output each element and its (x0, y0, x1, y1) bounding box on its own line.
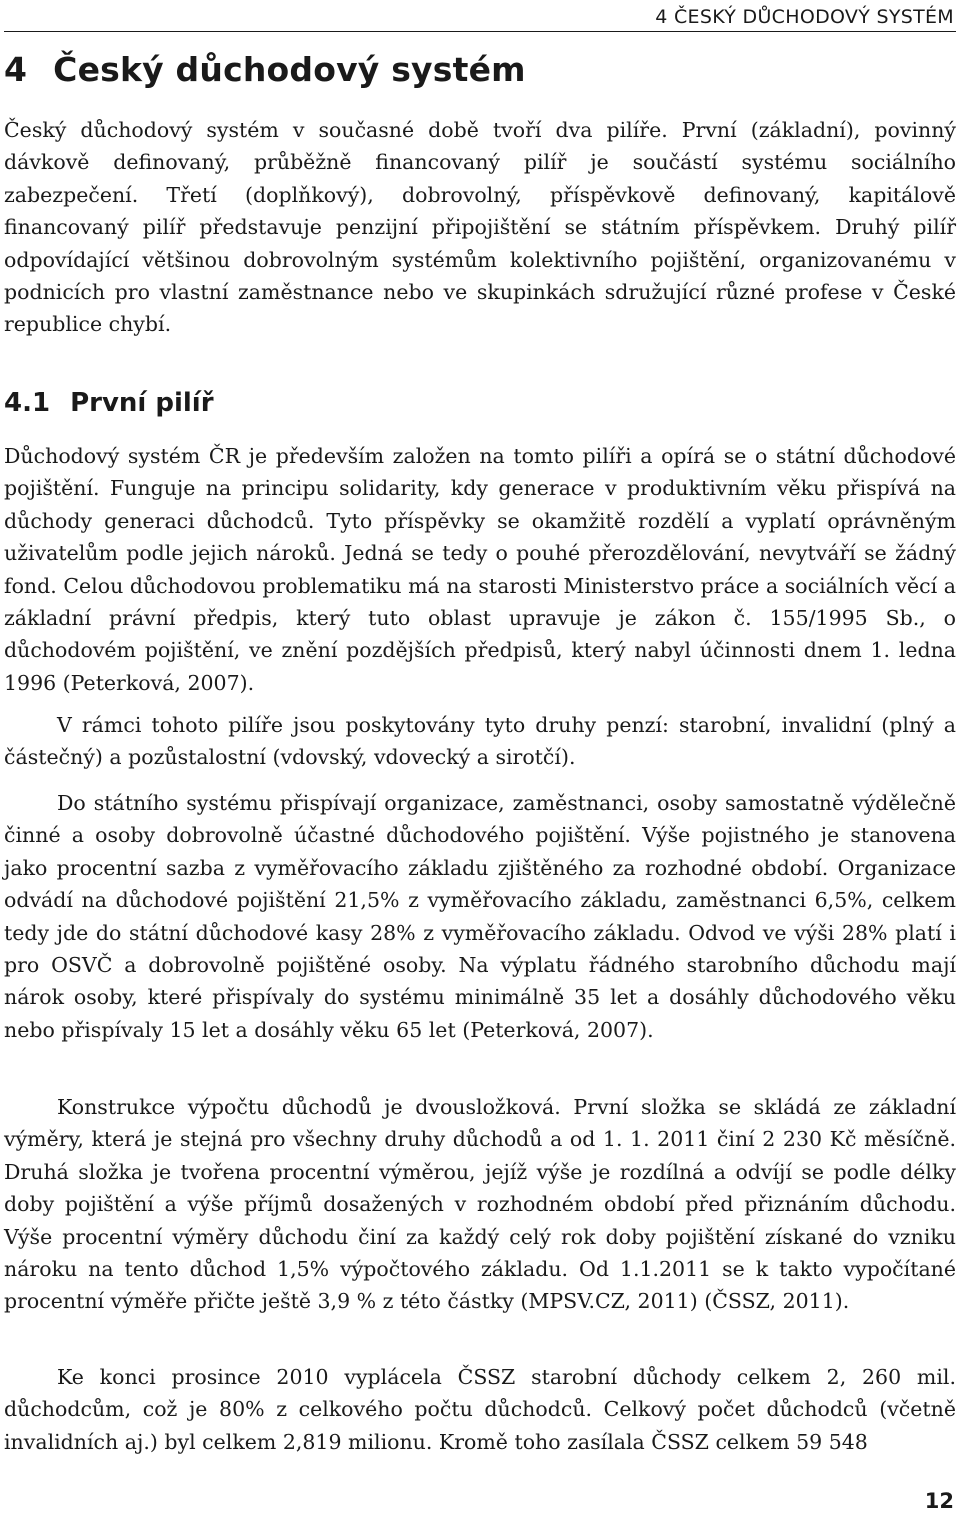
section-title (4, 383, 214, 423)
paragraph-first-pillar: Důchodový systém ČR je především založen na tomto pilíři a opírá se o státní důchodové pojištění. Funguje na principu solidarity, kdy generace v produktivním věku přispívá na důchody generaci důchodců. Tyto příspěvky se okamžitě rozdělí a vyplatí oprávněným uživatelům podle jejich nároků. Jedná se tedy o pouhé přerozdělování, nevytváří se žádný fond. Celou důchodovou problematiku má na starosti Ministerstvo práce a sociálních věcí a základní právní předpis, který tuto oblast upravuje je zákon č. 155/1995 Sb., o důchodovém pojištění, ve znění pozdějších předpisů, který nabyl účinnosti dnem 1. ledna 1996 (Peterková, 2007). (4, 444, 956, 695)
paragraph-pension-types: V rámci tohoto pilíře jsou poskytovány tyto druhy penzí: starobní, invalidní (plný a částečný) a pozůstalostní (vdovský, vdovecký a sirotčí). (4, 713, 956, 770)
intro-paragraph: Český důchodový systém v současné době tvoří dva pilíře. První (základní), povinný dávkově definovaný, průběžně financovaný pilíř je součástí systému sociálního zabezpečení. Třetí (doplňkový), dobrovolný, příspěvkově definovaný, kapitálově financovaný pilíř představuje penzijní připojištění se státním příspěvkem. Druhý pilíř odpovídající většinou dobrovolným systémům kolektivního pojištění, organizovanému v podnicích pro vlastní zaměstnance nebo ve skupinkách sdružující různé profese v České republice chybí. (4, 118, 956, 337)
running-header: 4 ČESKÝ DŮCHODOVÝ SYSTÉM (655, 6, 954, 28)
chapter-number: 4 (4, 50, 28, 89)
section-number: 4.1 (4, 388, 51, 418)
section-title-text: První pilíř (70, 388, 214, 418)
chapter-title (4, 48, 526, 92)
paragraph-contributions: Do státního systému přispívají organizace, zaměstnanci, osoby samostatně výdělečně činné a osoby dobrovolně účastné důchodového pojištění. Výše pojistného je stanovena jako procentní sazba z vyměřovacího základu zjištěného za rozhodné období. Organizace odvádí na důchodové pojištění 21,5% z vyměřovacího základu, zaměstnanci 6,5%, celkem tedy jde do státní důchodové kasy 28% z vyměřovacího základu. Odvod ve výši 28% platí i pro OSVČ a dobrovolně pojištěné osoby. Na výplatu řádného starobního důchodu mají nárok osoby, které přispívaly do systému minimálně 35 let a dosáhly důchodového věku nebo přispívaly 15 let a dosáhly věku 65 let (Peterková, 2007). (4, 791, 956, 1042)
chapter-title-text: Český důchodový systém (53, 50, 526, 89)
paragraph-statistics: Ke konci prosince 2010 vyplácela ČSSZ starobní důchody celkem 2, 260 mil. důchodcům, což je 80% z celkového počtu důchodců. Celkový počet důchodců (včetně invalidních aj.) byl celkem 2,819 milionu. Kromě toho zasílala ČSSZ celkem 59 548 (4, 1365, 956, 1454)
header-rule (4, 31, 956, 32)
page-number: 12 (924, 1489, 954, 1513)
paragraph-calculation: Konstrukce výpočtu důchodů je dvousložková. První složka se skládá ze základní výměry, která je stejná pro všechny druhy důchodů a od 1. 1. 2011 činí 2 230 Kč měsíčně. Druhá složka je tvořena procentní výměrou, jejíž výše je rozdílná a odvíjí se podle délky doby pojištění a výše příjmů dosažených v rozhodném období před přiznáním důchodu. Výše procentní výměry důchodu činí za každý celý rok doby pojištění získané do vzniku nároku na tento důchod 1,5% výpočtového základu. Od 1.1.2011 se k takto vypočítané procentní výměře přičte ještě 3,9 % z této částky (MPSV.CZ, 2011) (ČSSZ, 2011). (4, 1095, 956, 1314)
